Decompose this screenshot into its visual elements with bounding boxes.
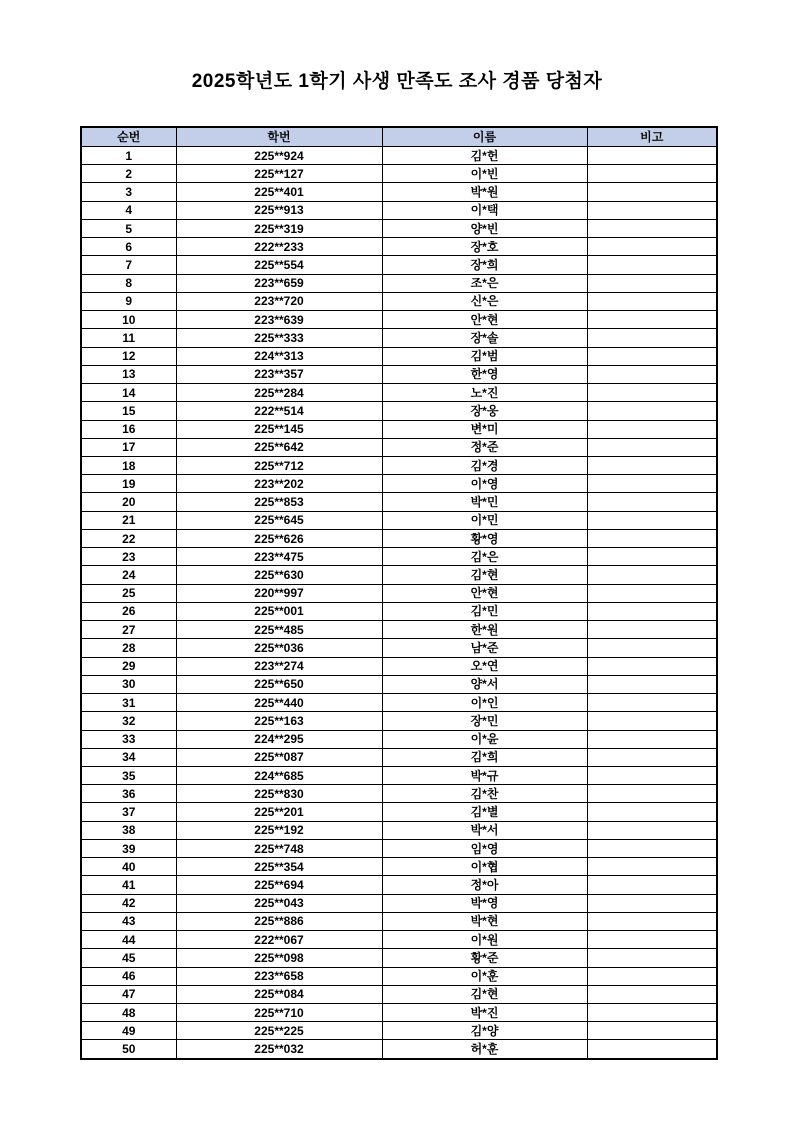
remark-cell: [587, 274, 717, 292]
table-row: [81, 456, 717, 474]
student-id-cell: 225**626: [176, 529, 382, 547]
row-number-cell: 28: [81, 639, 176, 657]
row-number-cell: 15: [81, 402, 176, 420]
name-cell: 이*원: [382, 931, 587, 949]
table-row: [81, 639, 717, 657]
name-cell: 장*호: [382, 238, 587, 256]
name-cell: 이*협: [382, 858, 587, 876]
student-id-cell: 225**192: [176, 821, 382, 839]
remark-cell: [587, 438, 717, 456]
table-row: [81, 365, 717, 383]
row-number-cell: 34: [81, 748, 176, 766]
row-number-cell: 47: [81, 985, 176, 1003]
name-cell: 남*준: [382, 639, 587, 657]
table-row: [81, 621, 717, 639]
table-row: [81, 1004, 717, 1022]
table-row: [81, 876, 717, 894]
remark-cell: [587, 329, 717, 347]
name-cell: 조*은: [382, 274, 587, 292]
row-number-cell: 50: [81, 1040, 176, 1059]
student-id-cell: 225**333: [176, 329, 382, 347]
remark-cell: [587, 475, 717, 493]
row-number-cell: 9: [81, 292, 176, 310]
name-cell: 박*서: [382, 821, 587, 839]
row-number-cell: 32: [81, 712, 176, 730]
remark-cell: [587, 347, 717, 365]
student-id-cell: 223**659: [176, 274, 382, 292]
student-id-cell: 225**748: [176, 839, 382, 857]
row-number-cell: 31: [81, 694, 176, 712]
remark-cell: [587, 931, 717, 949]
row-number-cell: 13: [81, 365, 176, 383]
row-number-cell: 30: [81, 675, 176, 693]
remark-cell: [587, 730, 717, 748]
name-cell: 신*은: [382, 292, 587, 310]
remark-cell: [587, 147, 717, 165]
student-id-cell: 225**853: [176, 493, 382, 511]
remark-cell: [587, 639, 717, 657]
remark-cell: [587, 292, 717, 310]
name-cell: 김*은: [382, 548, 587, 566]
student-id-cell: 225**924: [176, 147, 382, 165]
table-row: [81, 1022, 717, 1040]
remark-cell: [587, 456, 717, 474]
remark-cell: [587, 365, 717, 383]
table-row: [81, 201, 717, 219]
table-row: [81, 821, 717, 839]
name-cell: 임*영: [382, 839, 587, 857]
table-row: [81, 912, 717, 930]
row-number-cell: 26: [81, 602, 176, 620]
name-cell: 박*민: [382, 493, 587, 511]
remark-cell: [587, 566, 717, 584]
student-id-cell: 225**036: [176, 639, 382, 657]
remark-cell: [587, 402, 717, 420]
name-cell: 양*서: [382, 675, 587, 693]
column-header-name: 이름: [382, 127, 587, 147]
student-id-cell: 225**319: [176, 219, 382, 237]
name-cell: 한*영: [382, 365, 587, 383]
name-cell: 황*준: [382, 949, 587, 967]
row-number-cell: 44: [81, 931, 176, 949]
name-cell: 이*택: [382, 201, 587, 219]
student-id-cell: 224**295: [176, 730, 382, 748]
remark-cell: [587, 165, 717, 183]
remark-cell: [587, 675, 717, 693]
row-number-cell: 42: [81, 894, 176, 912]
table-row: [81, 548, 717, 566]
name-cell: 황*영: [382, 529, 587, 547]
row-number-cell: 18: [81, 456, 176, 474]
row-number-cell: 29: [81, 657, 176, 675]
student-id-cell: 225**886: [176, 912, 382, 930]
name-cell: 박*원: [382, 183, 587, 201]
student-id-cell: 225**913: [176, 201, 382, 219]
name-cell: 정*아: [382, 876, 587, 894]
remark-cell: [587, 183, 717, 201]
remark-cell: [587, 858, 717, 876]
table-row: [81, 748, 717, 766]
student-id-cell: 225**084: [176, 985, 382, 1003]
table-row: [81, 584, 717, 602]
name-cell: 정*준: [382, 438, 587, 456]
name-cell: 노*진: [382, 384, 587, 402]
row-number-cell: 49: [81, 1022, 176, 1040]
row-number-cell: 43: [81, 912, 176, 930]
student-id-cell: 222**233: [176, 238, 382, 256]
row-number-cell: 35: [81, 766, 176, 784]
name-cell: 박*현: [382, 912, 587, 930]
table-row: [81, 165, 717, 183]
student-id-cell: 225**485: [176, 621, 382, 639]
row-number-cell: 23: [81, 548, 176, 566]
name-cell: 박*규: [382, 766, 587, 784]
row-number-cell: 3: [81, 183, 176, 201]
row-number-cell: 48: [81, 1004, 176, 1022]
row-number-cell: 5: [81, 219, 176, 237]
header-row: [81, 127, 717, 147]
remark-cell: [587, 748, 717, 766]
remark-cell: [587, 602, 717, 620]
row-number-cell: 6: [81, 238, 176, 256]
table-row: [81, 803, 717, 821]
name-cell: 김*현: [382, 985, 587, 1003]
student-id-cell: 225**201: [176, 803, 382, 821]
row-number-cell: 4: [81, 201, 176, 219]
name-cell: 김*양: [382, 1022, 587, 1040]
table-row: [81, 675, 717, 693]
name-cell: 김*별: [382, 803, 587, 821]
name-cell: 변*미: [382, 420, 587, 438]
remark-cell: [587, 949, 717, 967]
name-cell: 박*진: [382, 1004, 587, 1022]
table-row: [81, 985, 717, 1003]
remark-cell: [587, 712, 717, 730]
name-cell: 김*현: [382, 566, 587, 584]
row-number-cell: 33: [81, 730, 176, 748]
row-number-cell: 8: [81, 274, 176, 292]
remark-cell: [587, 529, 717, 547]
name-cell: 김*찬: [382, 785, 587, 803]
student-id-cell: 225**087: [176, 748, 382, 766]
table-row: [81, 347, 717, 365]
remark-cell: [587, 657, 717, 675]
table-row: [81, 274, 717, 292]
row-number-cell: 37: [81, 803, 176, 821]
row-number-cell: 45: [81, 949, 176, 967]
table-row: [81, 256, 717, 274]
row-number-cell: 11: [81, 329, 176, 347]
row-number-cell: 1: [81, 147, 176, 165]
student-id-cell: 225**163: [176, 712, 382, 730]
remark-cell: [587, 238, 717, 256]
name-cell: 이*훈: [382, 967, 587, 985]
name-cell: 김*희: [382, 748, 587, 766]
column-header-student-id: 학번: [176, 127, 382, 147]
table-row: [81, 493, 717, 511]
table-row: [81, 602, 717, 620]
name-cell: 이*민: [382, 511, 587, 529]
name-cell: 이*빈: [382, 165, 587, 183]
name-cell: 김*범: [382, 347, 587, 365]
student-id-cell: 225**712: [176, 456, 382, 474]
row-number-cell: 7: [81, 256, 176, 274]
winners-table-header: [81, 127, 717, 147]
student-id-cell: 225**440: [176, 694, 382, 712]
page-title: 2025학년도 1학기 사생 만족도 조사 경품 당첨자: [191, 71, 603, 92]
name-cell: 박*영: [382, 894, 587, 912]
remark-cell: [587, 985, 717, 1003]
student-id-cell: 223**720: [176, 292, 382, 310]
row-number-cell: 38: [81, 821, 176, 839]
student-id-cell: 225**554: [176, 256, 382, 274]
remark-cell: [587, 821, 717, 839]
table-row: [81, 219, 717, 237]
remark-cell: [587, 894, 717, 912]
student-id-cell: 225**032: [176, 1040, 382, 1059]
table-row: [81, 839, 717, 857]
name-cell: 김*민: [382, 602, 587, 620]
remark-cell: [587, 384, 717, 402]
name-cell: 장*민: [382, 712, 587, 730]
row-number-cell: 36: [81, 785, 176, 803]
student-id-cell: 223**639: [176, 311, 382, 329]
column-header-remark: 비고: [587, 127, 717, 147]
row-number-cell: 24: [81, 566, 176, 584]
name-cell: 안*현: [382, 311, 587, 329]
student-id-cell: 223**357: [176, 365, 382, 383]
remark-cell: [587, 785, 717, 803]
student-id-cell: 225**694: [176, 876, 382, 894]
row-number-cell: 2: [81, 165, 176, 183]
table-row: [81, 730, 717, 748]
name-cell: 장*웅: [382, 402, 587, 420]
student-id-cell: 225**284: [176, 384, 382, 402]
table-row: [81, 147, 717, 165]
remark-cell: [587, 912, 717, 930]
student-id-cell: 222**514: [176, 402, 382, 420]
row-number-cell: 41: [81, 876, 176, 894]
table-row: [81, 949, 717, 967]
row-number-cell: 12: [81, 347, 176, 365]
student-id-cell: 225**145: [176, 420, 382, 438]
name-cell: 양*빈: [382, 219, 587, 237]
table-row: [81, 785, 717, 803]
table-row: [81, 858, 717, 876]
column-header-no: 순번: [81, 127, 176, 147]
remark-cell: [587, 256, 717, 274]
student-id-cell: 224**685: [176, 766, 382, 784]
table-row: [81, 475, 717, 493]
row-number-cell: 22: [81, 529, 176, 547]
row-number-cell: 17: [81, 438, 176, 456]
remark-cell: [587, 201, 717, 219]
row-number-cell: 16: [81, 420, 176, 438]
student-id-cell: 225**127: [176, 165, 382, 183]
student-id-cell: 225**645: [176, 511, 382, 529]
student-id-cell: 225**354: [176, 858, 382, 876]
student-id-cell: 223**658: [176, 967, 382, 985]
name-cell: 이*영: [382, 475, 587, 493]
name-cell: 오*연: [382, 657, 587, 675]
student-id-cell: 225**401: [176, 183, 382, 201]
table-row: [81, 402, 717, 420]
remark-cell: [587, 548, 717, 566]
student-id-cell: 225**098: [176, 949, 382, 967]
table-row: [81, 694, 717, 712]
student-id-cell: 225**043: [176, 894, 382, 912]
student-id-cell: 225**001: [176, 602, 382, 620]
student-id-cell: 225**225: [176, 1022, 382, 1040]
winners-table: [80, 126, 718, 1060]
student-id-cell: 225**830: [176, 785, 382, 803]
table-row: [81, 894, 717, 912]
table-row: [81, 384, 717, 402]
remark-cell: [587, 311, 717, 329]
row-number-cell: 40: [81, 858, 176, 876]
remark-cell: [587, 766, 717, 784]
student-id-cell: 225**710: [176, 1004, 382, 1022]
name-cell: 이*인: [382, 694, 587, 712]
student-id-cell: 225**650: [176, 675, 382, 693]
remark-cell: [587, 584, 717, 602]
name-cell: 허*훈: [382, 1040, 587, 1059]
name-cell: 이*윤: [382, 730, 587, 748]
remark-cell: [587, 1040, 717, 1059]
remark-cell: [587, 803, 717, 821]
table-row: [81, 183, 717, 201]
table-row: [81, 931, 717, 949]
table-row: [81, 529, 717, 547]
remark-cell: [587, 694, 717, 712]
student-id-cell: 224**313: [176, 347, 382, 365]
remark-cell: [587, 839, 717, 857]
student-id-cell: 220**997: [176, 584, 382, 602]
winners-table-body: [81, 147, 717, 1060]
row-number-cell: 21: [81, 511, 176, 529]
table-row: [81, 967, 717, 985]
student-id-cell: 223**475: [176, 548, 382, 566]
student-id-cell: 223**202: [176, 475, 382, 493]
remark-cell: [587, 511, 717, 529]
row-number-cell: 27: [81, 621, 176, 639]
row-number-cell: 25: [81, 584, 176, 602]
student-id-cell: 222**067: [176, 931, 382, 949]
name-cell: 김*헌: [382, 147, 587, 165]
remark-cell: [587, 967, 717, 985]
table-row: [81, 766, 717, 784]
remark-cell: [587, 1022, 717, 1040]
student-id-cell: 225**642: [176, 438, 382, 456]
table-row: [81, 292, 717, 310]
name-cell: 장*솔: [382, 329, 587, 347]
remark-cell: [587, 493, 717, 511]
name-cell: 김*경: [382, 456, 587, 474]
name-cell: 안*현: [382, 584, 587, 602]
row-number-cell: 39: [81, 839, 176, 857]
row-number-cell: 46: [81, 967, 176, 985]
table-row: [81, 329, 717, 347]
table-row: [81, 657, 717, 675]
remark-cell: [587, 420, 717, 438]
table-row: [81, 712, 717, 730]
row-number-cell: 20: [81, 493, 176, 511]
table-row: [81, 420, 717, 438]
student-id-cell: 223**274: [176, 657, 382, 675]
student-id-cell: 225**630: [176, 566, 382, 584]
table-row: [81, 311, 717, 329]
row-number-cell: 10: [81, 311, 176, 329]
table-row: [81, 1040, 717, 1059]
row-number-cell: 19: [81, 475, 176, 493]
table-row: [81, 238, 717, 256]
remark-cell: [587, 219, 717, 237]
name-cell: 장*희: [382, 256, 587, 274]
remark-cell: [587, 1004, 717, 1022]
table-row: [81, 438, 717, 456]
remark-cell: [587, 621, 717, 639]
remark-cell: [587, 876, 717, 894]
table-row: [81, 566, 717, 584]
row-number-cell: 14: [81, 384, 176, 402]
name-cell: 한*원: [382, 621, 587, 639]
table-row: [81, 511, 717, 529]
